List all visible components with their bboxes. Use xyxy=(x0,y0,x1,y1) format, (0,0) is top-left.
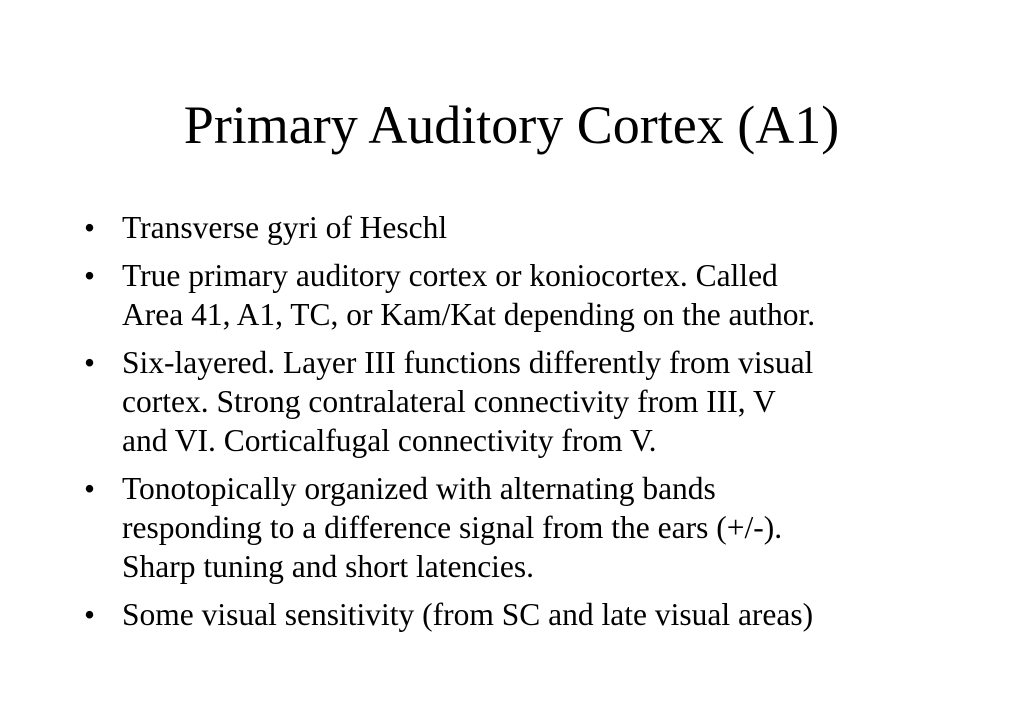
bullet-item xyxy=(84,469,964,586)
bullet-line: responding to a difference signal from the ears (+/-). xyxy=(122,510,783,545)
bullet-line: and VI. Corticalfugal connectivity from V. xyxy=(122,423,657,458)
bullet-marker: • xyxy=(84,471,96,506)
bullet-item xyxy=(84,208,964,247)
bullet-line: Tonotopically organized with alternating bands xyxy=(122,471,716,506)
bullet-line: Six-layered. Layer III functions differently from visual xyxy=(122,345,814,380)
bullet-line: True primary auditory cortex or koniocortex. Called xyxy=(122,258,778,293)
bullet-marker: • xyxy=(84,258,96,293)
bullet-item xyxy=(84,343,964,460)
bullet-marker: • xyxy=(84,597,96,632)
bullet-line: Area 41, A1, TC, or Kam/Kat depending on the author. xyxy=(122,297,816,332)
bullet-list xyxy=(84,208,964,643)
bullet-line: cortex. Strong contralateral connectivity from III, V xyxy=(122,384,776,419)
bullet-line: Sharp tuning and short latencies. xyxy=(122,549,535,584)
bullet-marker: • xyxy=(84,210,96,245)
bullet-line: Some visual sensitivity (from SC and late visual areas) xyxy=(122,597,814,632)
bullet-line: Transverse gyri of Heschl xyxy=(122,210,448,245)
bullet-item xyxy=(84,595,964,634)
bullet-item xyxy=(84,256,964,334)
slide-title: Primary Auditory Cortex (A1) xyxy=(183,95,840,155)
bullet-marker: • xyxy=(84,345,96,380)
